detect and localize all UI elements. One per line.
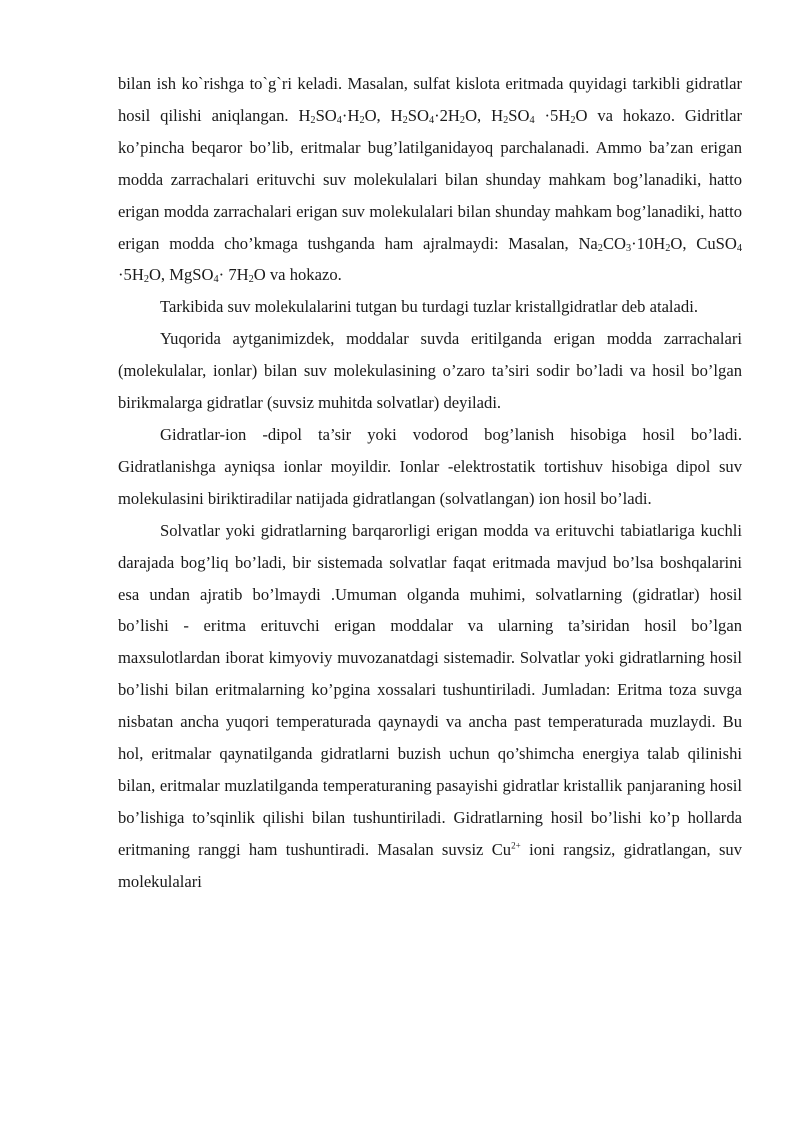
formula-h2so4-5h2o: $H_2SO_4 \cdot 5H_2O$ <box>491 105 588 126</box>
document-page <box>118 68 742 898</box>
paragraph-solvate-stability <box>118 515 742 898</box>
formula-cuso4-5h2o: CuSO$_4$ $\cdot 5H_2O$, <box>118 233 743 286</box>
paragraph-hydrates <box>118 68 742 291</box>
formula-mgso4-7h2o: MgSO$_4$· $7H_2O$ <box>169 265 266 286</box>
formula-cu-ion: $Cu^{2+}$ <box>491 839 521 859</box>
paragraph-text: va hokazo. <box>265 265 342 285</box>
paragraph-crystal-hydrates: Tarkibida suv molekulalarini tutgan bu turdagi tuzlar kristallgidratlar deb ataladi. <box>160 297 698 317</box>
paragraph-text: bilan ish ko`rishga to`g`ri keladi. Masalan, sulfat kislota eritmada quyidagi tarkibli gidratlar hosil qilishi aniqlangan. <box>118 74 742 125</box>
paragraph-text: ioni rangsiz, gidratlangan, suv molekulalari <box>118 839 742 891</box>
paragraph-text: Solvatlar yoki gidratlarning barqarorligi erigan modda va erituvchi tabiatlariga kuchli darajada bog’liq bo’ladi, bir sistemada solvatlar faqat eritmada mavjud bo’lsa boshqalarini esa undan ajratib bo’lmaydi .Umuman olganda muhimi, solvatlarning (gidratlar) hosil bo’lishi - eritma erituvchi erigan moddalar va ularning ta’siridan hosil bo’lgan maxsulotlardan iborat kimyoviy muvozanatdagi sistemadir. Solvatlar yoki gidratlarning hosil bo’lishi bilan eritmalarning ko’pgina xossalari tushuntiriladi. Jumladan: Eritma toza suvga nisbatan ancha yuqori temperaturada qaynaydi va ancha past temperaturada muzlaydi. Bu hol, eritmalar qaynatilganda gidratlarni buzish uchun qo’shimcha energiya talab qilinishi bilan, eritmalar muzlatilganda temperaturaning pasayishi gidratlar kristallik panjaraning hosil bo’lishiga to’sqinlik qilishi bilan tushuntiriladi. Gidratlarning hosil bo’lishi ko’p hollarda eritmaning ranggi ham tushuntiradi. Masalan suvsiz <box>118 520 742 859</box>
formula-na2co3-10h2o: $Na_2CO_3\cdot 10H_2O$, <box>578 233 697 254</box>
formula-h2so4-h2o: $H_2SO_4\cdot H_2O$, <box>298 105 391 126</box>
paragraph-ion-dipole: Gidratlar-ion -dipol ta’sir yoki vodorod bog’lanish hisobiga hosil bo’ladi. Gidratlanishga ayniqsa ionlar moyildir. Ionlar -elektrostatik tortishuv hisobiga dipol suv molekulasini biriktiradilar natijada gidratlangan (solvatlangan) ion hosil bo’ladi. <box>118 424 742 508</box>
paragraph-text: va hokazo. Gidritlar ko’pincha beqaror bo’lib, eritmalar bug’latilganidayoq parchalanadi. Ammo ba’zan erigan modda zarrachalari erituvchi suv molekulalari bilan shunday mahkam bog’lanadiki, hatto erigan modda zarrachalari erigan suv molekulalari bilan shunday mahkam bog’lanadiki, hatto erigan modda cho’kmaga tushganda ham ajralmaydi: Masalan, <box>118 105 743 253</box>
formula-h2so4-2h2o: $H_2SO_4\cdot 2H_2O$, <box>390 105 492 126</box>
paragraph-hydrate-definition: Yuqorida aytganimizdek, moddalar suvda eritilganda erigan modda zarrachalari (molekulalar, ionlar) bilan suv molekulasining o’zaro ta’siri sodir bo’ladi va hosil bo’lgan birikmalarga gidratlar (suvsiz muhitda solvatlar) deyiladi. <box>118 329 742 413</box>
